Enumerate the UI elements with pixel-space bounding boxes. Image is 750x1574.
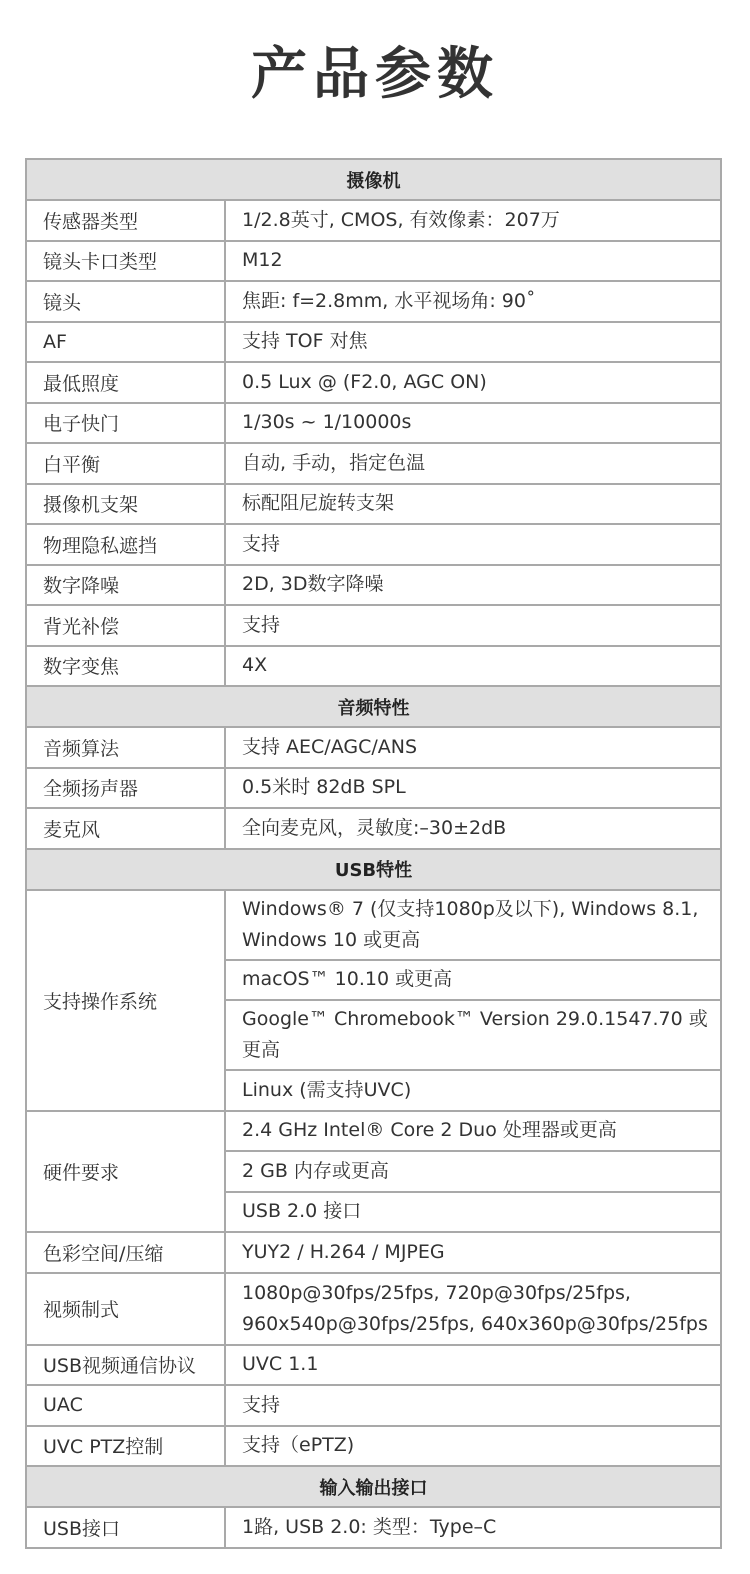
row-value: M12 — [225, 241, 721, 282]
section-header-usb: USB特性 — [26, 849, 721, 890]
row-value: 1路, USB 2.0: 类型：Type–C — [225, 1507, 721, 1548]
row-value: Linux (需支持UVC) — [225, 1070, 721, 1111]
table-row — [26, 1345, 721, 1386]
row-label-hw: 硬件要求 — [26, 1111, 225, 1233]
table-row — [26, 403, 721, 444]
row-label: 色彩空间/压缩 — [26, 1232, 225, 1273]
row-label: UAC — [26, 1385, 225, 1426]
table-row — [26, 890, 721, 960]
row-value: 1080p@30fps/25fps, 720p@30fps/25fps, 960x540p@30fps/25fps, 640x360p@30fps/25fps — [225, 1273, 721, 1345]
row-label: 背光补偿 — [26, 605, 225, 646]
row-value: 焦距: f=2.8mm, 水平视场角: 90˚ — [225, 281, 721, 322]
row-value: Google™ Chromebook™ Version 29.0.1547.70 或更高 — [225, 1000, 721, 1070]
row-label: 全频扬声器 — [26, 768, 225, 809]
row-value: 支持 — [225, 1385, 721, 1426]
table-row — [26, 484, 721, 525]
table-row — [26, 1507, 721, 1548]
row-value: 支持 — [225, 605, 721, 646]
table-row — [26, 322, 721, 363]
row-value: 支持 TOF 对焦 — [225, 322, 721, 363]
table-row — [26, 241, 721, 282]
row-label: USB视频通信协议 — [26, 1345, 225, 1386]
row-value: YUY2 / H.264 / MJPEG — [225, 1232, 721, 1273]
table-row — [26, 646, 721, 687]
table-row — [26, 362, 721, 403]
spec-table — [25, 158, 722, 1549]
row-value: 1/2.8英寸, CMOS, 有效像素：207万 — [225, 200, 721, 241]
row-label: 数字降噪 — [26, 565, 225, 606]
row-label: UVC PTZ控制 — [26, 1426, 225, 1467]
section-header-io: 输入输出接口 — [26, 1466, 721, 1507]
row-value: 0.5米时 82dB SPL — [225, 768, 721, 809]
row-value: 1/30s ~ 1/10000s — [225, 403, 721, 444]
row-value: 4X — [225, 646, 721, 687]
row-label: 最低照度 — [26, 362, 225, 403]
table-row — [26, 727, 721, 768]
row-value: macOS™ 10.10 或更高 — [225, 960, 721, 1000]
row-label: 白平衡 — [26, 443, 225, 484]
row-label: 电子快门 — [26, 403, 225, 444]
table-row — [26, 1232, 721, 1273]
row-label: 摄像机支架 — [26, 484, 225, 525]
section-header-row — [26, 849, 721, 890]
table-row — [26, 1273, 721, 1345]
row-value: 2.4 GHz Intel® Core 2 Duo 处理器或更高 — [225, 1111, 721, 1152]
row-label: 数字变焦 — [26, 646, 225, 687]
row-label: 镜头 — [26, 281, 225, 322]
section-header-audio: 音频特性 — [26, 686, 721, 727]
table-row — [26, 605, 721, 646]
table-row — [26, 565, 721, 606]
section-header-row — [26, 1466, 721, 1507]
row-value: 标配阻尼旋转支架 — [225, 484, 721, 525]
row-value: 2 GB 内存或更高 — [225, 1151, 721, 1192]
table-row — [26, 1426, 721, 1467]
row-label: 传感器类型 — [26, 200, 225, 241]
row-value: 支持 AEC/AGC/ANS — [225, 727, 721, 768]
table-row — [26, 443, 721, 484]
table-row — [26, 1385, 721, 1426]
row-value: 支持（ePTZ) — [225, 1426, 721, 1467]
row-value: 2D, 3D数字降噪 — [225, 565, 721, 606]
row-label: AF — [26, 322, 225, 363]
section-header-row — [26, 159, 721, 200]
row-value: 自动, 手动，指定色温 — [225, 443, 721, 484]
row-label: USB接口 — [26, 1507, 225, 1548]
row-label: 音频算法 — [26, 727, 225, 768]
row-label: 视频制式 — [26, 1273, 225, 1345]
row-label: 镜头卡口类型 — [26, 241, 225, 282]
table-row — [26, 524, 721, 565]
page-title: 产品参数 — [251, 42, 499, 107]
row-label-os: 支持操作系统 — [26, 890, 225, 1111]
row-value: 支持 — [225, 524, 721, 565]
row-value: 0.5 Lux @ (F2.0, AGC ON) — [225, 362, 721, 403]
row-label: 麦克风 — [26, 808, 225, 849]
table-row — [26, 808, 721, 849]
table-row — [26, 768, 721, 809]
table-row — [26, 200, 721, 241]
row-value: 全向麦克风，灵敏度:–30±2dB — [225, 808, 721, 849]
section-header-camera: 摄像机 — [26, 159, 721, 200]
section-header-row — [26, 686, 721, 727]
row-value: USB 2.0 接口 — [225, 1192, 721, 1233]
row-value: Windows® 7 (仅支持1080p及以下), Windows 8.1, Windows 10 或更高 — [225, 890, 721, 960]
table-row — [26, 1111, 721, 1152]
row-value: UVC 1.1 — [225, 1345, 721, 1386]
table-row — [26, 281, 721, 322]
row-label: 物理隐私遮挡 — [26, 524, 225, 565]
